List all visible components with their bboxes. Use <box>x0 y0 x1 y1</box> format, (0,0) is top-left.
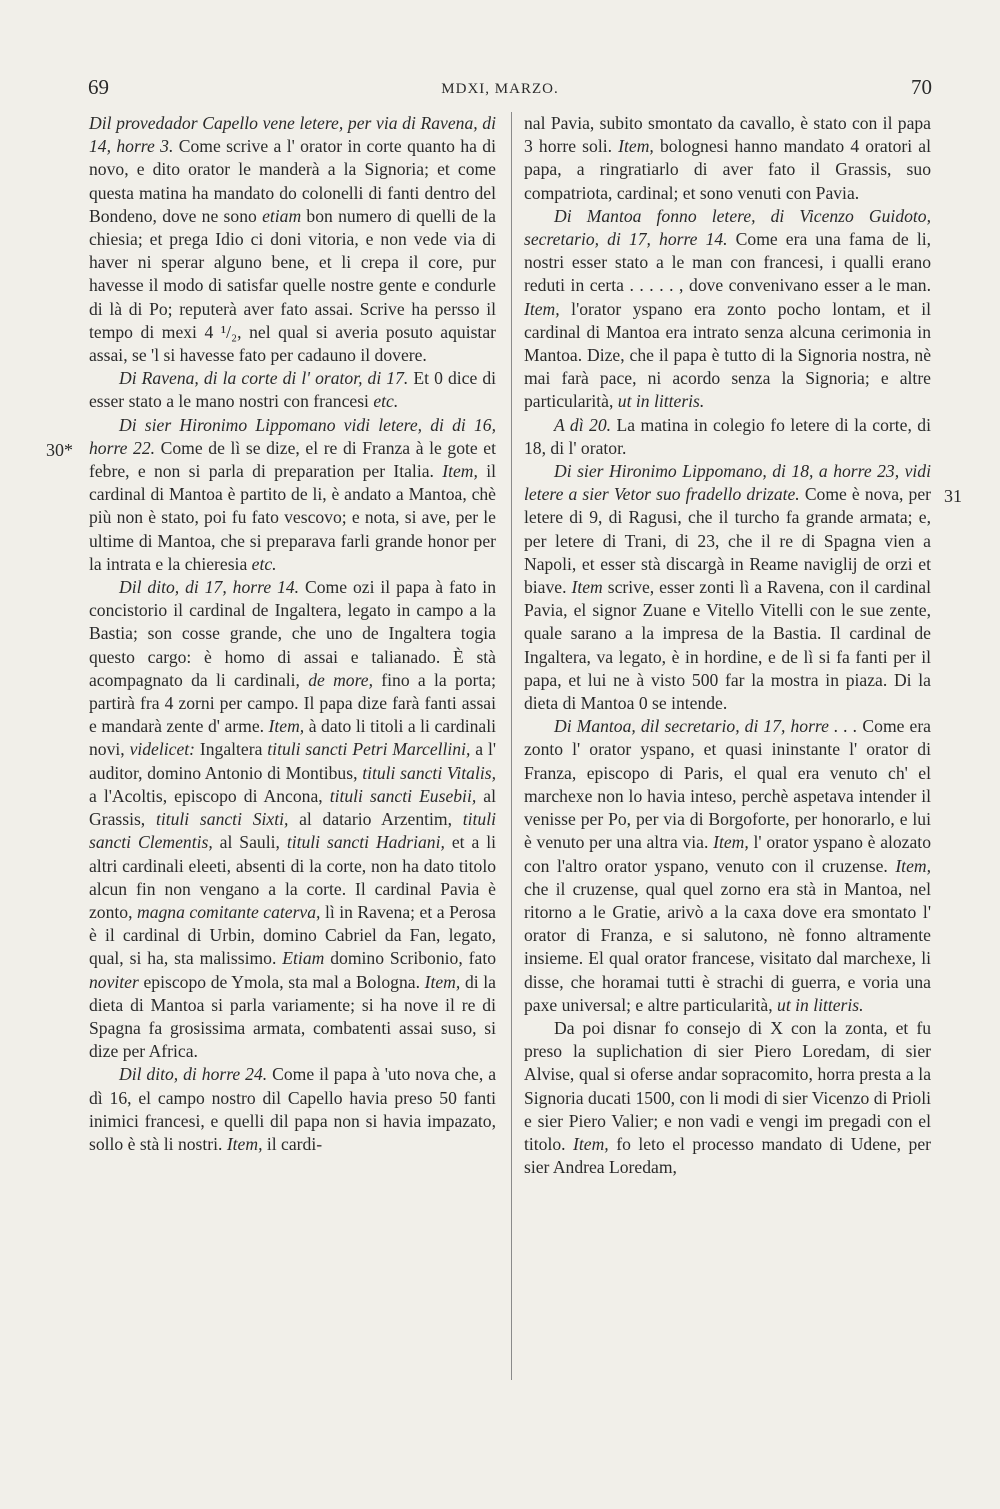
paragraph: nal Pavia, subito smontato da cavallo, è stato con il papa 3 horre soli. Item, bolognesi hanno mandato 4 oratori al papa, a ringratiarlo di aver fato il Grassis, suo compatriota, cardinal; et sono venuti con Pavia. <box>524 113 931 203</box>
paragraph: Di Mantoa fonno letere, di Vicenzo Guidoto, secretario, di 17, horre 14. Come era una fama de li, nostri esser stato a le man con francesi, i qualli erano reduti in certa . . . . . , dove convenivano esser a le man. Item, l'orator yspano era zonto pocho lontam, et il cardinal di Mantoa era intrato senza alcuna cerimonia in Mantoa. Dize, che il papa è tutto di la Signoria nostra, nè mai farà pace, ni acordo senza la Signoria; e altre particularità, ut in litteris. <box>524 205 931 412</box>
column-divider <box>511 112 512 1380</box>
paragraph: Di Ravena, di la corte di l' orator, di 17. Et 0 dice di esser stato a le mano nostri con francesi etc. <box>89 368 496 412</box>
paragraph: Di sier Hironimo Lippomano, di 18, a horre 23, vidi letere a sier Vetor suo fradello drizate. Come è nova, per letere di 9, di Ragusi, che il turcho fa grande armata; e, per letere di Trani, di 23, che il re di Spagna vien a Napoli, et esser stà discargà in Reame naviglij de orzi et biave. Item scrive, esser zonti lì a Ravena, con il cardinal Pavia, el signor Zuane e Vitello Vitelli con le sue zente, quale sarano a la impresa de la Bastia. Il cardinal de Ingaltera, va legato, è in hordine, e de lì si fa fanti per il papa, et lui ne à visto 500 far la mostra in piaza. Di la dieta di Mantoa 0 se intende. <box>524 461 931 714</box>
page-number-left: 69 <box>88 75 109 99</box>
margin-note-left: 30* <box>46 440 73 460</box>
paragraph: Da poi disnar fo consejo di X con la zonta, et fu preso la suplichation di sier Piero Loredam, di sier Alvise, qual si oferse andar sopracomito, horra presta a la Signoria ducati 1500, con li modi di sier Vicenzo di Prioli e sier Piero Valier; e non vadi e vengi im pregadi con el titolo. Item, fo leto el processo mandato di Udene, per sier Andrea Loredam, <box>524 1017 931 1178</box>
page-header <box>0 75 1000 105</box>
page-number-right: 70 <box>911 75 932 99</box>
paragraph: Di sier Hironimo Lippomano vidi letere, di di 16, horre 22. Come de lì se dize, el re di Franza à le gote et febre, e non si parla di preparation per Italia. Item, il cardinal di Mantoa è partito de li, è andato a Mantoa, chè più non è stato, poi fu fato vescovo; e nota, si ave, per le ultime di Mantoa, che si preparava farli grande honor per la intrata e la chieresia etc. <box>89 414 496 574</box>
running-title: MDXI, MARZO. <box>441 81 559 97</box>
paragraph: Dil dito, di 17, horre 14. Come ozi il papa à fato in concistorio il cardinal de Ingaltera, legato in campo a la Bastia; son cosse grande, che uno de Ingaltera togia questo cargo: è homo di assai e talianado. È stà acompagnato da li cardinali, de more, fino a la porta; partirà fra 4 zorni per campo. Il papa dize farà fanti assai e mandarà zente d' arme. Item, à dato li titoli a li cardinali novi, videlicet: Ingaltera tituli sancti Petri Marcellini, a l' auditor, domino Antonio di Montibus, tituli sancti Vitalis, a l'Acoltis, episcopo di Ancona, tituli sancti Eusebii, al Grassis, tituli sancti Sixti, al datario Arzentim, tituli sancti Clementis, al Sauli, tituli sancti Hadriani, et a li altri cardinali eleeti, absenti di la corte, non ha dato titolo alcun fin non vengano a la corte. Il cardinal Pavia è zonto, magna comitante caterva, lì in Ravena; et a Perosa è il cardinal di Urbin, domino Cabriel da Fan, legato, qual, si ha, sta malissimo. Etiam domino Scribonio, fato noviter episcopo de Ymola, sta mal a Bologna. Item, di la dieta di Mantoa si parla variamente; si ha nove il re di Spagna fa grosissima armata, combatenti assai suso, si dize per Africa. <box>89 577 497 1062</box>
left-column <box>89 112 496 1156</box>
paragraph: Dil provedador Capello vene letere, per via di Ravena, di 14, horre 3. Come scrive a l' orator in corte quanto ha di novo, e dito orator le manderà a la Signoria; et come questa matina ha mandato do colonelli di fanti dentro del Bondeno, dove ne sono etiam bon numero di quelli de la chiesia; et prega Idio ci doni vitoria, e non vede via di haver ni sperar alguno bene, et li crepa il core, pur havesse il modo di satisfar quelle nostre gente e condurle di là di Po; reputerà aver fato assai. Scrive ha persso il tempo di mexi 4 ¹/₂, nel qual si averia posuto aquistar assai, se 'l si havesse fato per cadauno il dovere. <box>89 113 496 366</box>
paragraph: A dì 20. La matina in colegio fo letere di la corte, di 18, di l' orator. <box>524 414 931 458</box>
paragraph: Di Mantoa, dil secretario, di 17, horre . . . Come era zonto l' orator yspano, et quasi ininstante l' orator di Franza, episcopo di Paris, el qual era venuto ch' el marchexe non lo havia inteso, perchè aspetava intender il venisse per Po, per via di Borgoforte, per honorarlo, e lui è venuto per una altra via. Item, l' orator yspano è alozato con l'altro orator yspano, venuto con il cruzense. Item, che il cruzense, qual quel zorno era stà in Mantoa, nel ritorno a le Gratie, arivò a la caxa dove era smontato l' orator di Franza, e si salutono, nè fonno altramente insieme. El qual orator francese, visitato dal marchexe, li disse, che horamai tutti è strachi di guerra, e voria una paxe universal; e altre particularità, ut in litteris. <box>524 716 931 1015</box>
paragraph: Dil dito, di horre 24. Come il papa à 'uto nova che, a dì 16, el campo nostro dil Capello havia preso 50 fanti inimici francesi, e quelli dil papa non si havia impazato, sollo è stà li nostri. Item, il cardi- <box>89 1064 497 1154</box>
right-column <box>524 112 931 1179</box>
margin-note-right: 31 <box>944 486 962 506</box>
